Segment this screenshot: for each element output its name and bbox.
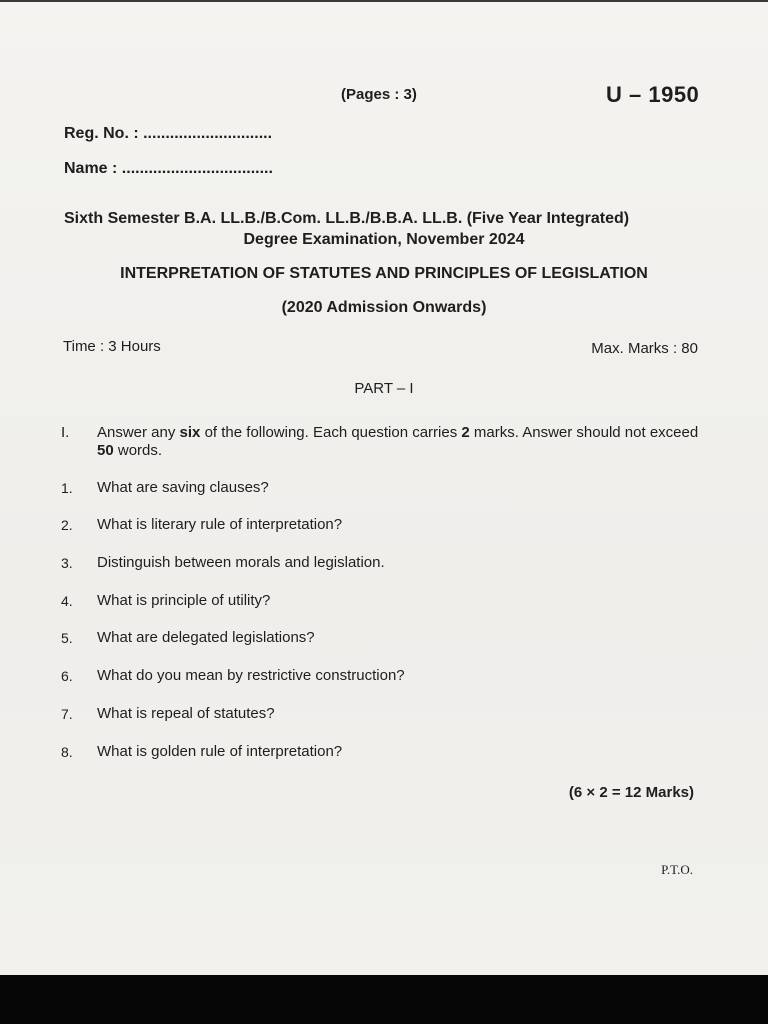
- question-text: What is principle of utility?: [97, 592, 271, 609]
- reg-no-field: Reg. No. : .............................: [64, 125, 273, 142]
- question-number: 8.: [61, 744, 73, 760]
- question-number: 7.: [61, 706, 73, 722]
- question-text: What is golden rule of interpretation?: [97, 743, 343, 760]
- instr-bold-two: 2: [461, 424, 470, 441]
- instr-text-3: marks. Answer should not exceed: [469, 424, 699, 441]
- paper-code: U – 1950: [606, 82, 700, 107]
- degree-line: Degree Examination, November 2024: [243, 231, 525, 248]
- question-number: 1.: [61, 480, 73, 496]
- question-number: 4.: [61, 593, 73, 609]
- instr-bold-six: six: [179, 424, 201, 441]
- question-text: What are saving clauses?: [97, 479, 269, 496]
- name-field: Name : ..................................: [64, 160, 273, 177]
- admission-line: (2020 Admission Onwards): [281, 299, 487, 316]
- instr-text-4: words.: [113, 442, 163, 459]
- section-instructions: [97, 424, 701, 460]
- question-text: What are delegated legislations?: [97, 629, 315, 646]
- question-number: 6.: [61, 668, 73, 684]
- subject-title: INTERPRETATION OF STATUTES AND PRINCIPLES OF LEGISLATION: [120, 265, 648, 282]
- page-top-edge: [0, 0, 768, 2]
- question-number: 3.: [61, 555, 73, 571]
- question-text: Distinguish between morals and legislation.: [97, 554, 385, 571]
- max-marks: Max. Marks : 80: [591, 340, 698, 357]
- question-text: What is repeal of statutes?: [97, 705, 275, 722]
- time-allowed: Time : 3 Hours: [63, 338, 161, 355]
- instr-text-1: Answer any: [97, 424, 180, 441]
- instr-bold-fifty: 50: [97, 442, 114, 459]
- question-number: 5.: [61, 630, 73, 646]
- section-roman-numeral: I.: [61, 424, 70, 441]
- semester-line: Sixth Semester B.A. LL.B./B.Com. LL.B./B.B.A. LL.B. (Five Year Integrated): [64, 210, 630, 227]
- scanner-bottom-border: [0, 975, 768, 1024]
- please-turn-over: P.T.O.: [661, 862, 693, 877]
- question-text: What do you mean by restrictive construction?: [97, 667, 405, 684]
- marks-total: (6 × 2 = 12 Marks): [568, 784, 694, 801]
- part-title: PART – I: [354, 380, 414, 397]
- instr-text-2: of the following. Each question carries: [200, 424, 462, 441]
- pages-count: (Pages : 3): [341, 86, 417, 103]
- question-number: 2.: [61, 517, 73, 533]
- question-text: What is literary rule of interpretation?: [97, 516, 343, 533]
